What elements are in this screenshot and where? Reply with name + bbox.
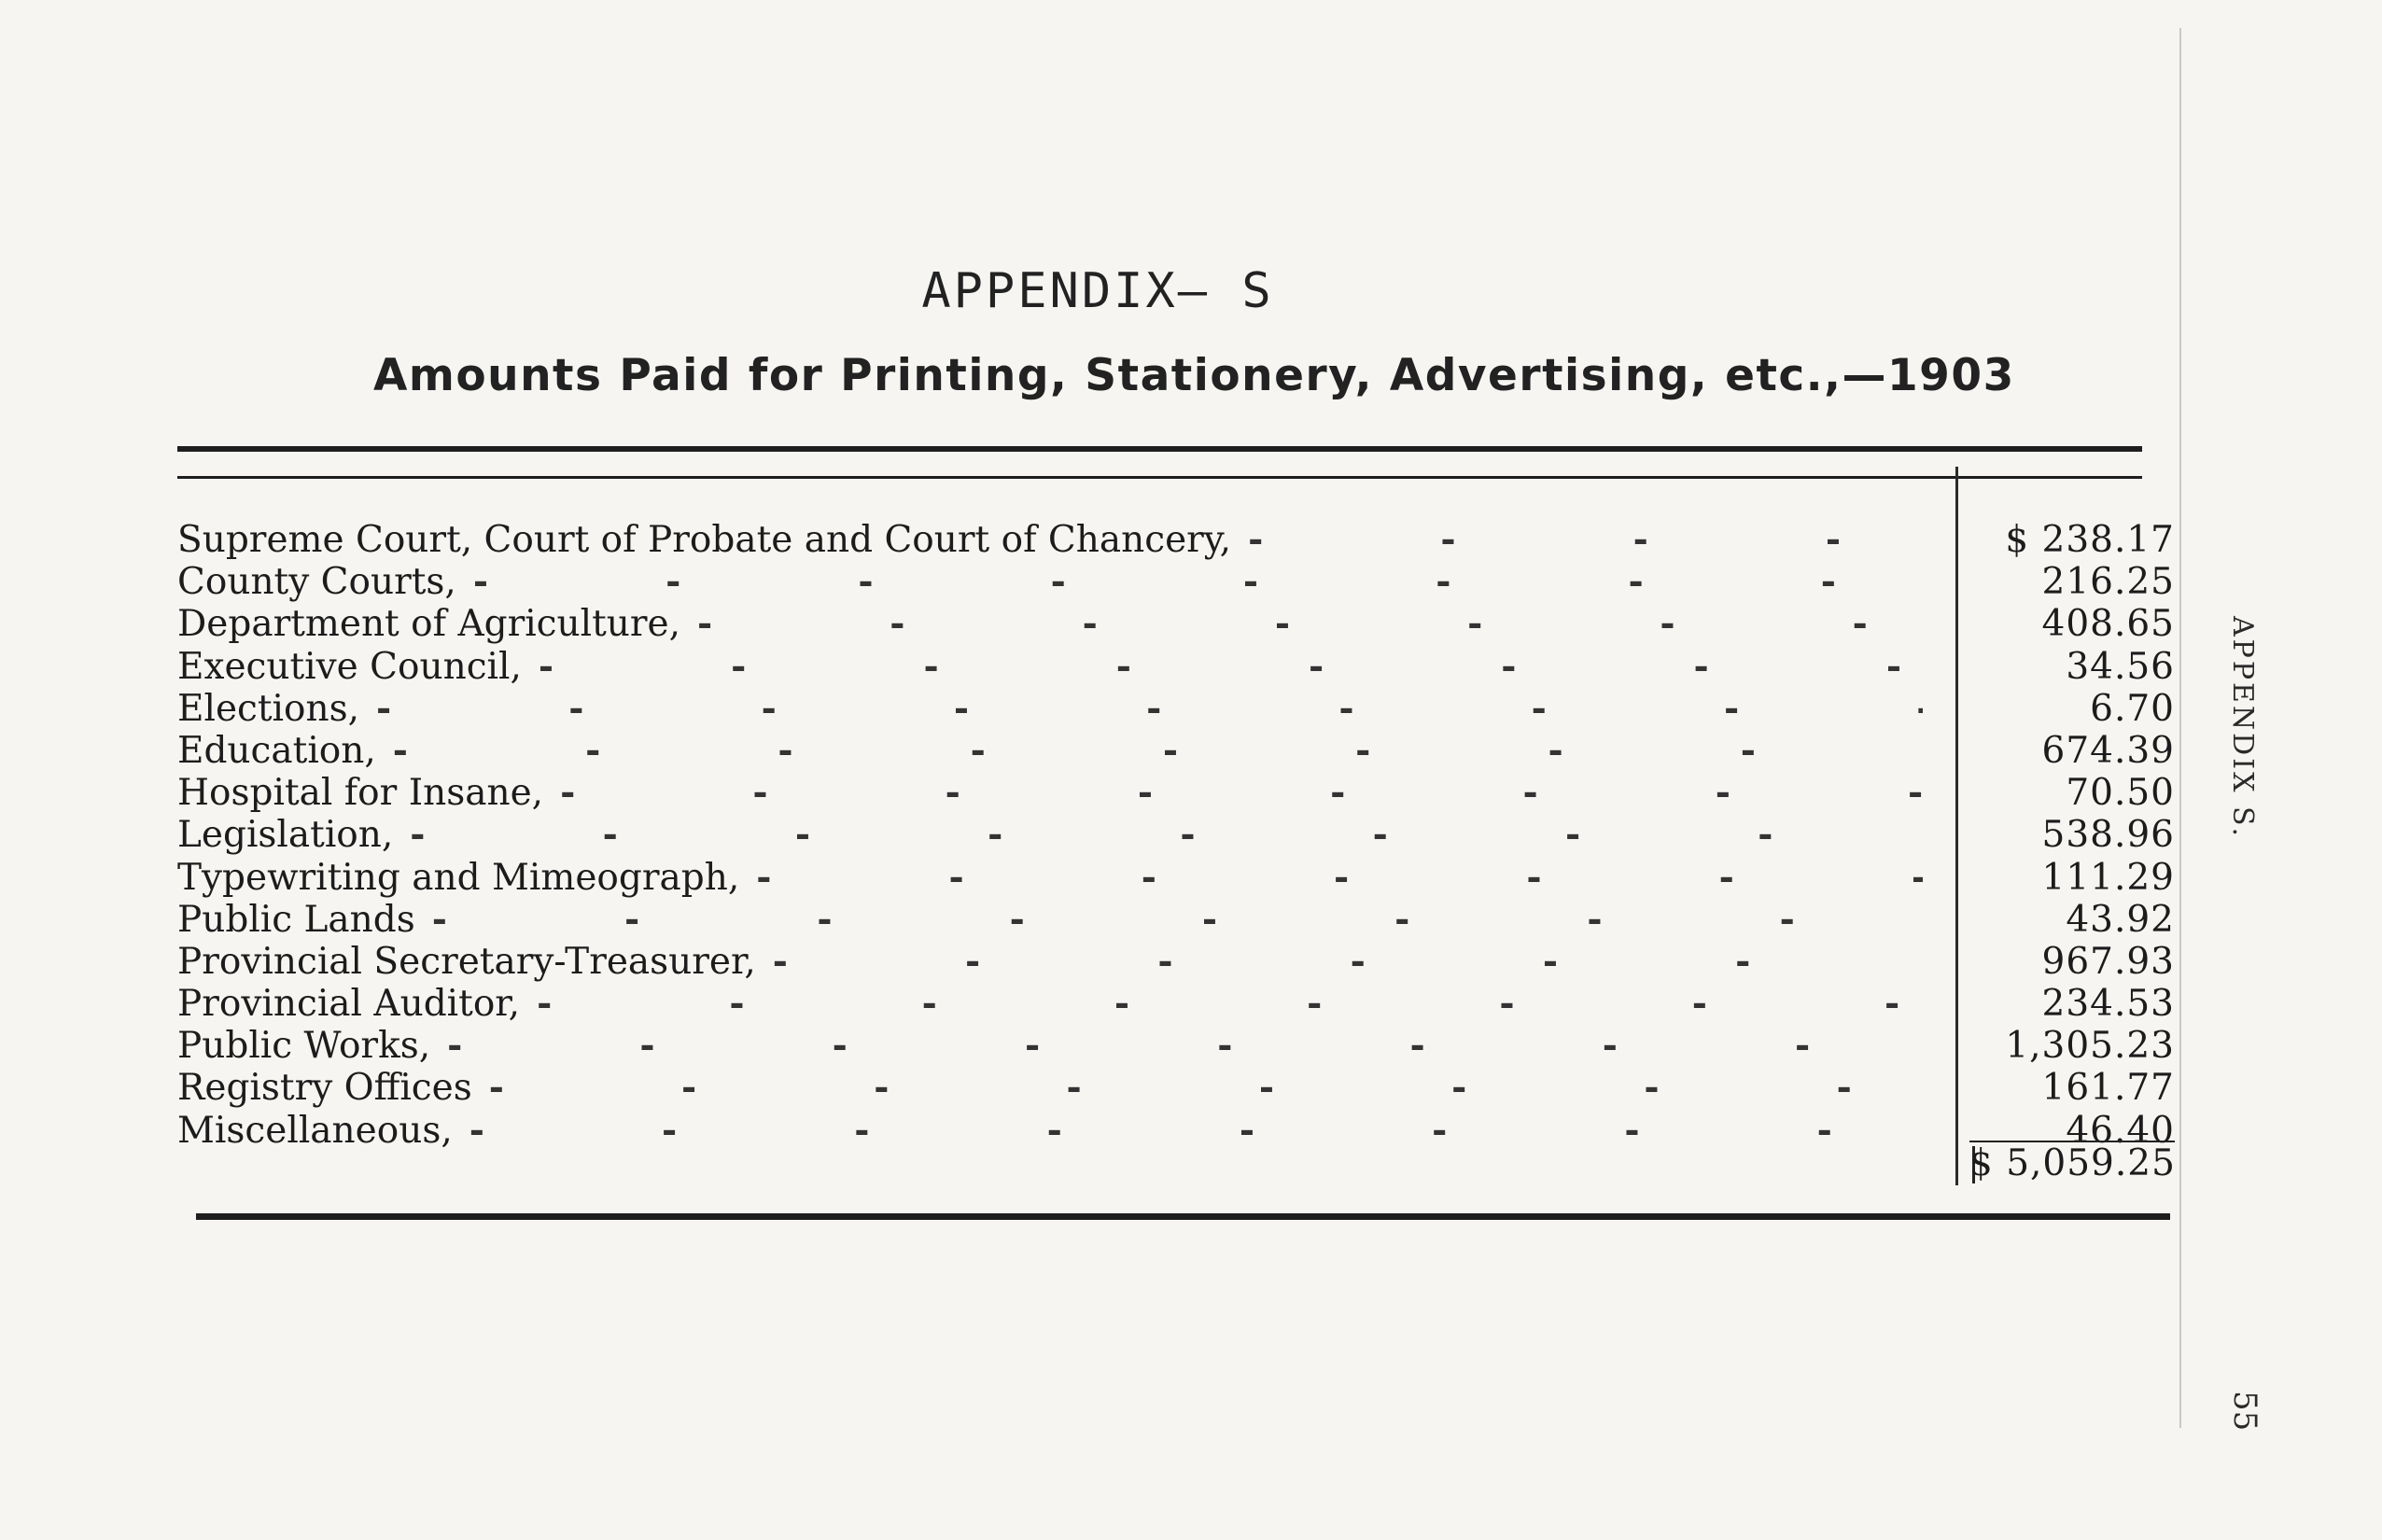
row-label: Provincial Secretary-Treasurer, xyxy=(177,940,756,983)
dot-leader xyxy=(697,603,1923,645)
row-amount: 408.65 xyxy=(2041,603,2175,646)
top-thin-rule xyxy=(177,476,2142,479)
table-row xyxy=(177,688,2175,730)
row-amount: 216.25 xyxy=(2041,561,2175,604)
dot-leader xyxy=(560,772,1923,814)
row-label: Elections, xyxy=(177,687,360,730)
row-label: Provincial Auditor, xyxy=(177,983,521,1026)
dot-leader xyxy=(447,1025,1923,1067)
page-edge-line xyxy=(2179,28,2181,1428)
row-label: Executive Council, xyxy=(177,645,522,688)
grand-total: $ 5,059.25 xyxy=(1969,1142,2176,1184)
row-label: Public Lands xyxy=(177,898,415,941)
dot-leader xyxy=(432,899,1923,941)
row-label: County Courts, xyxy=(177,561,456,604)
row-label: Legislation, xyxy=(177,814,394,857)
row-amount: 34.56 xyxy=(2066,645,2175,688)
appendix-title: APPENDIX– S xyxy=(921,263,1274,319)
dot-leader xyxy=(393,730,1923,772)
row-amount: 674.39 xyxy=(2041,729,2175,772)
table-row xyxy=(177,983,2175,1025)
table-row xyxy=(177,1067,2175,1109)
dot-leader xyxy=(410,814,1923,856)
table-row xyxy=(177,941,2175,983)
row-amount: 234.53 xyxy=(2041,983,2175,1026)
table-row xyxy=(177,519,2175,561)
table-row xyxy=(177,772,2175,814)
dot-leader xyxy=(376,688,1923,730)
table-row xyxy=(177,603,2175,645)
row-amount: 43.92 xyxy=(2066,898,2175,941)
table-row xyxy=(177,646,2175,688)
top-thick-rule xyxy=(177,446,2142,452)
expense-table xyxy=(177,519,2175,1152)
row-label: Education, xyxy=(177,729,376,772)
row-label: Typewriting and Mimeograph, xyxy=(177,856,740,899)
row-amount: 6.70 xyxy=(2090,687,2175,730)
table-row xyxy=(177,899,2175,941)
side-running-caption: APPENDIX S. xyxy=(2226,616,2259,840)
table-row xyxy=(177,814,2175,856)
dot-leader xyxy=(469,1110,1923,1152)
dot-leader xyxy=(756,857,1923,899)
dot-leader xyxy=(1248,519,1923,561)
table-row xyxy=(177,1110,2175,1152)
row-amount: $ 238.17 xyxy=(2005,519,2175,561)
row-label: Hospital for Insane, xyxy=(177,772,544,815)
page-subtitle: Amounts Paid for Printing, Stationery, Advertising, etc.,—1903 xyxy=(373,350,2015,401)
dot-leader xyxy=(473,561,1923,603)
row-amount: 538.96 xyxy=(2041,814,2175,857)
table-row xyxy=(177,730,2175,772)
dot-leader xyxy=(539,646,1923,688)
row-amount: 70.50 xyxy=(2066,772,2175,815)
row-amount: 111.29 xyxy=(2041,856,2175,899)
bottom-thick-rule xyxy=(196,1213,2170,1220)
row-label: Miscellaneous, xyxy=(177,1109,453,1152)
row-label: Registry Offices xyxy=(177,1067,472,1110)
row-amount: 161.77 xyxy=(2041,1067,2175,1110)
table-row xyxy=(177,1025,2175,1067)
dot-leader xyxy=(537,983,1923,1025)
row-label: Supreme Court, Court of Probate and Court of Chancery, xyxy=(177,519,1232,561)
dot-leader xyxy=(773,941,1923,983)
table-row xyxy=(177,857,2175,899)
dot-leader xyxy=(489,1067,1923,1109)
page-number: 55 xyxy=(2226,1391,2263,1432)
row-label: Department of Agriculture, xyxy=(177,603,681,646)
row-amount: 46.40 xyxy=(2066,1109,2175,1152)
row-amount: 967.93 xyxy=(2041,940,2175,983)
table-row xyxy=(177,561,2175,603)
row-label: Public Works, xyxy=(177,1025,431,1068)
row-amount: 1,305.23 xyxy=(2005,1025,2175,1068)
